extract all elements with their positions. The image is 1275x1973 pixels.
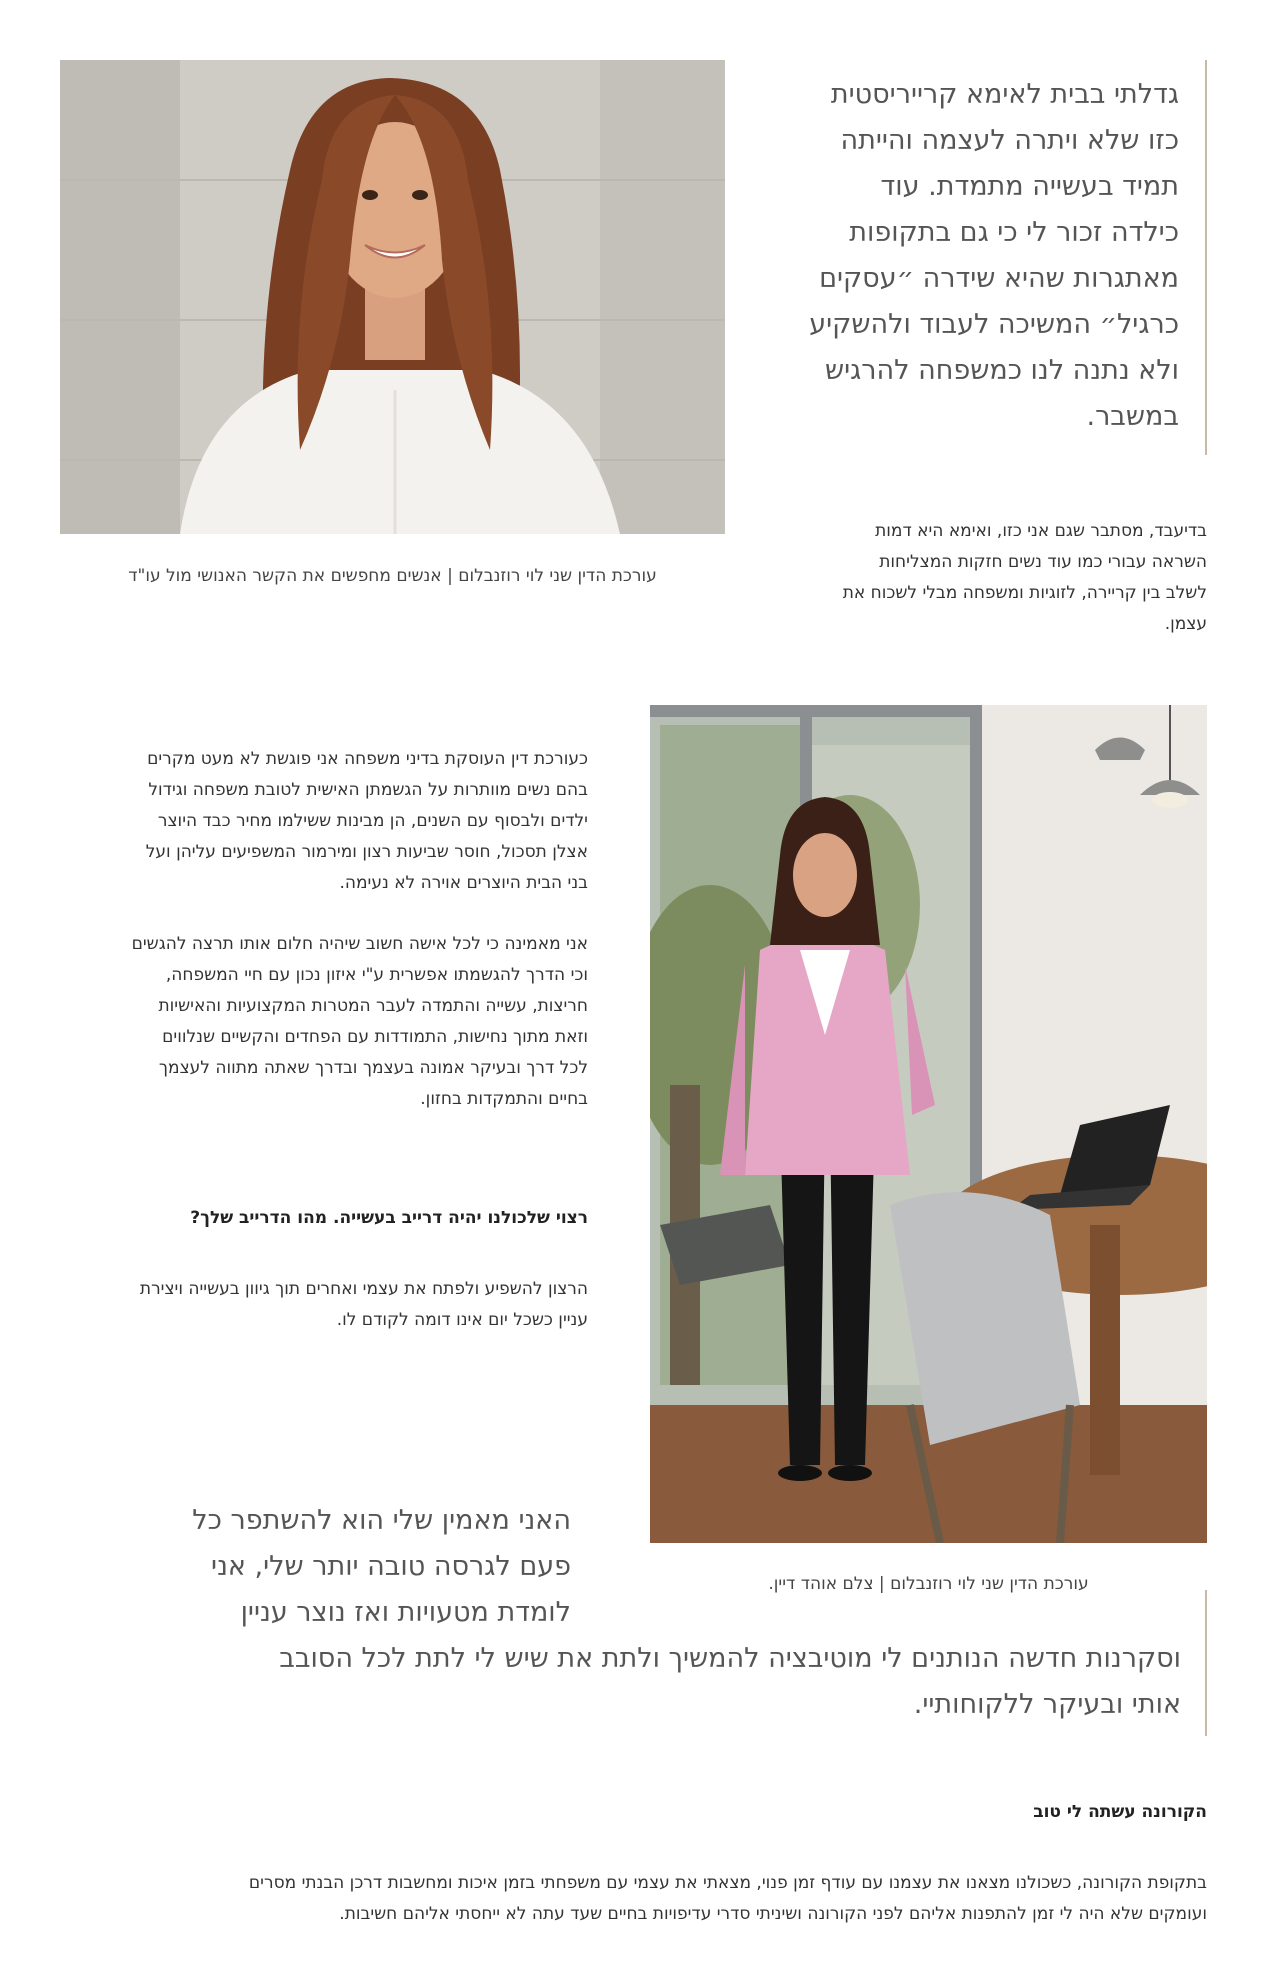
quote-line: האני מאמין שלי הוא להשתפר כל bbox=[192, 1505, 571, 1536]
quote-line: כזו שלא ויתרה לעצמה והייתה bbox=[840, 125, 1179, 156]
drive-answer-paragraph bbox=[60, 1274, 588, 1336]
text-line: אצלן תסכול, חוסר שביעות רצון ומירמור המשפיעים עליהן ועל bbox=[145, 842, 588, 862]
text-line: ילדים ולבסוף עם השנים, הן מבינות ששילמו מחיר כבד היוצר bbox=[157, 811, 588, 831]
quote-line: במשבר. bbox=[1086, 401, 1179, 432]
quote-line: אותי ובעיקר ללקוחותיי. bbox=[913, 1689, 1181, 1720]
text-line: השראה עבורי כמו עוד נשים חזקות המצליחות bbox=[879, 552, 1207, 572]
quote-line: לומדת מטעויות ואז נוצר עניין bbox=[240, 1597, 571, 1628]
text-line: וכי הדרך להגשמתו אפשרית ע"י איזון נכון עם חיי המשפחה, bbox=[165, 965, 588, 985]
body-text-column bbox=[60, 744, 588, 1151]
text-line: עצמן. bbox=[1164, 614, 1207, 634]
office-photo bbox=[650, 705, 1207, 1543]
corona-paragraph bbox=[60, 1868, 1207, 1930]
drive-question-heading bbox=[60, 1208, 588, 1228]
corona-heading bbox=[60, 1802, 1207, 1822]
paragraph bbox=[60, 929, 588, 1115]
text-line: לשלב בין קריירה, לזוגיות ומשפחה מבלי לשכוח את bbox=[842, 583, 1207, 603]
text-line: ועומקים שלא היה לי זמן להתפנות אליהם לפני הקורונה ושיניתי סדרי עדיפויות בחיים שעד עתה לא ייחסתי אליהם חשיבות. bbox=[339, 1904, 1207, 1924]
caption-text: עורכת הדין שני לוי רוזנבלום | אנשים מחפשים את הקשר האנושי מול עו"ד bbox=[128, 566, 657, 586]
text-line: אני מאמינה כי לכל אישה חשוב שיהיה חלום אותו תרצה להגשים bbox=[131, 934, 588, 954]
portrait-photo bbox=[60, 60, 725, 534]
quote-line: פעם לגרסה טובה יותר שלי, אני bbox=[211, 1551, 571, 1582]
text-line: לכל דרך ובעיקר אמונה בעצמך ובדרך שאתה מתווה לעצמך bbox=[158, 1058, 588, 1078]
text-line: עניין כשכל יום אינו דומה לקודם לו. bbox=[336, 1310, 588, 1330]
intro-note-paragraph bbox=[770, 516, 1207, 640]
quote-line: וסקרנות חדשה הנותנים לי מוטיבציה להמשיך ולתת את שיש לי לתת לכל הסובב bbox=[279, 1643, 1181, 1674]
portrait-caption bbox=[60, 566, 725, 586]
intro-pull-quote bbox=[770, 60, 1207, 455]
text-line: בני הבית היוצרים אוירה לא נעימה. bbox=[339, 873, 588, 893]
text-line: כעורכת דין העוסקת בדיני משפחה אני פוגשת לא מעט מקרים bbox=[147, 749, 588, 769]
quote-line: ולא נתנה לנו כמשפחה להרגיש bbox=[824, 355, 1179, 386]
text-line: בחיים והתמקדות בחזון. bbox=[420, 1089, 588, 1109]
short-lines-block bbox=[174, 1498, 571, 1636]
text-line: בדיעבד, מסתבר שגם אני כזו, ואימא היא דמות bbox=[875, 521, 1207, 541]
belief-pull-quote bbox=[192, 1490, 1207, 1736]
text-line: בתקופת הקורונה, כשכולנו מצאנו את עצמנו עם עודף זמן פנוי, מצאתי את עצמי עם משפחתי בזמן איכות ומחשבות דרכן הבנתי מסרים bbox=[248, 1873, 1207, 1893]
text-line: וזאת מתוך נחישות, התמודדות עם הפחדים והקשיים שנלווים bbox=[162, 1027, 588, 1047]
heading-text: רצוי שלכולנו יהיה דרייב בעשייה. מהו הדרייב שלך? bbox=[190, 1208, 588, 1228]
paragraph bbox=[60, 744, 588, 899]
quote-line: כילדה זכור לי כי גם בתקופות bbox=[849, 217, 1179, 248]
quote-line: גדלתי בבית לאימא קרייריסטית bbox=[830, 79, 1179, 110]
heading-text: הקורונה עשתה לי טוב bbox=[1033, 1802, 1207, 1822]
text-line: הרצון להשפיע ולפתח את עצמי ואחרים תוך גיוון בעשייה ויצירת bbox=[139, 1279, 588, 1299]
quote-line: תמיד בעשייה מתמדת. עוד bbox=[880, 171, 1179, 202]
text-line: בהם נשים מוותרות על הגשמתן האישית לטובת משפחה וגידול bbox=[148, 780, 588, 800]
quote-line: כרגיל״ המשיכה לעבוד ולהשקיע bbox=[809, 309, 1179, 340]
quote-accent-line bbox=[1205, 1590, 1207, 1736]
quote-line: מאתגרות שהיא שידרה ״עסקים bbox=[819, 263, 1179, 294]
caption-text: עורכת הדין שני לוי רוזנבלום | צלם אוהד דיין. bbox=[768, 1574, 1089, 1594]
text-line: חריצות, עשייה והתמדה לעבר המטרות המקצועיות והאישיות bbox=[158, 996, 588, 1016]
